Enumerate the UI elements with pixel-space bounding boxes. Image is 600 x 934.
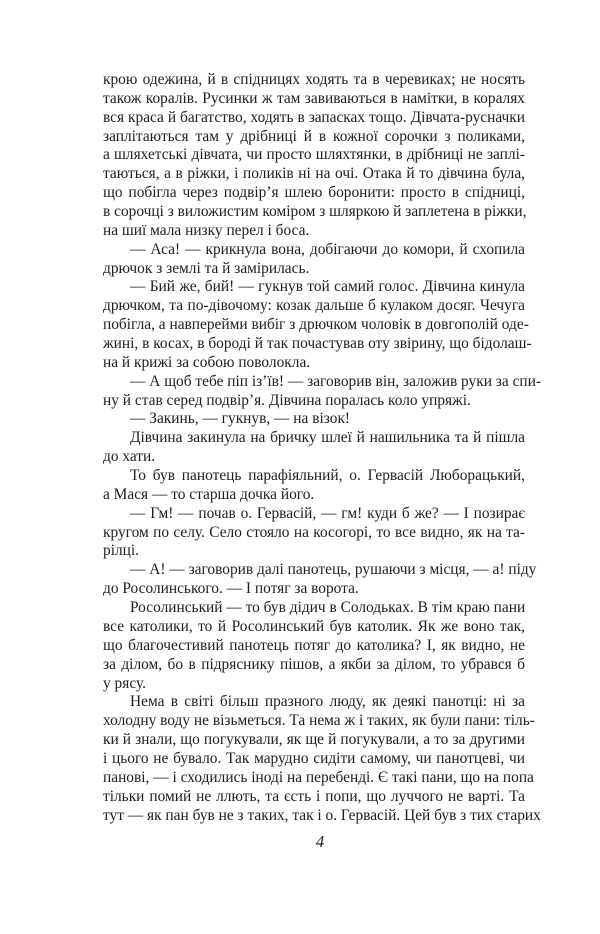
- text-line: Росолинський — то був дідич в Солодьках. В тім краю пани: [130, 599, 526, 617]
- text-line: до Росолинського. — І потяг за ворота.: [103, 580, 359, 598]
- text-line: крою одежина, й в спідницях ходять та в черевиках; не носять: [103, 71, 525, 88]
- page-number: 4: [315, 832, 325, 851]
- text-line: на шиї мала низку перел і боса.: [103, 221, 310, 239]
- text-line: кругом по селу. Село стояло на косогорі, то все видно, як на та-: [103, 523, 525, 541]
- text-line: а Мася — то старша дочка його.: [103, 485, 315, 503]
- text-line: заплітаються там у дрібниці й в кожної сорочки з поликами,: [103, 127, 525, 145]
- text-line: панові, — і сходились іноді на перебенді. Є такі пани, що на попа: [103, 768, 534, 786]
- text-line: холодну воду не візьметься. Та нема ж і таких, як були пани: тіль-: [103, 712, 535, 730]
- text-line: до хати.: [103, 448, 156, 466]
- text-line: і цього не бувало. Так марудно сидіти самому, чи панотцеві, чи: [103, 749, 525, 767]
- text-line: таються, а в ріжки, і поликів ні на очі. Отака й то дівчина була,: [103, 165, 525, 183]
- text-line: То був панотець парафіяльний, о. Гервасій Люборацький,: [130, 467, 525, 485]
- text-line: дрючком, та по-дівочому: козак дальше б кулаком досяг. Чечуга: [103, 297, 525, 315]
- text-line: Дівчина закинула на бричку шлеї й нашильника та й пішла: [130, 429, 525, 447]
- text-line: вся краса й багатство, ходять в запасках тощо. Дівчата-русначки: [103, 108, 525, 126]
- text-line: — Закинь, — гукнув, — на візок!: [130, 410, 351, 428]
- text-line: — Бий же, бий! — гукнув той самий голос. Дівчина кинула: [130, 278, 525, 296]
- text-line: побігла, а навперейми вибіг з дрючком чоловік в довгополій оде-: [103, 316, 529, 334]
- text-line: жині, в косах, в бороді й так почастував оту звірину, що бідолаш-: [103, 335, 532, 353]
- text-line: також коралів. Русинки ж там завиваються в намітки, в коралях: [103, 89, 525, 107]
- text-line: тут — як пан був не з таких, так і о. Гервасій. Цей був з тих старих: [103, 806, 541, 824]
- text-line: дрючок з землі та й замірилась.: [103, 259, 310, 277]
- text-line: — Аса! — крикнула вона, добігаючи до комори, й схопила: [130, 240, 525, 258]
- text-line: на й крижі за собою поволокла.: [103, 353, 311, 371]
- text-line: Нема в світі більш празного люду, як деякі панотці: ні за: [130, 693, 525, 711]
- page-body-text: [103, 71, 541, 825]
- text-line: ну й став серед подвір’я. Дівчина поралась коло упряжі.: [103, 391, 471, 409]
- text-line: що побігла через подвір’я шлею боронити: просто в спідниці,: [103, 184, 525, 202]
- text-line: рілці.: [103, 542, 140, 560]
- text-line: у рясу.: [103, 674, 146, 692]
- text-line: — А щоб тебе піп із’їв! — заговорив він, заложив руки за спи-: [130, 372, 541, 390]
- text-line: за ділом, бо в підряснику пішов, а якби за ділом, то убрався б: [103, 655, 525, 673]
- text-line: в сорочці з виложистим коміром з шляркою й заплетена в ріжки,: [103, 203, 527, 221]
- text-line: — А! — заговорив далі панотець, рушаючи з місця, — а! піду: [130, 561, 537, 579]
- text-line: ки й знали, що погукували, як ще й погукували, а то за другими: [103, 731, 525, 749]
- text-line: — Гм! — почав о. Гервасій, — гм! куди б же? — І позирає: [130, 504, 525, 522]
- text-line: а шляхетські дівчата, чи просто шляхтянки, в дрібниці не заплі-: [103, 146, 525, 164]
- text-line: все католики, то й Росолинський був католик. Як же воно так,: [103, 617, 525, 635]
- text-line: тільки помий не ллють, та єсть і попи, що луччого не варті. Та: [103, 787, 525, 805]
- text-line: що благочестивий панотець потяг до католика? І, як видно, не: [103, 636, 525, 654]
